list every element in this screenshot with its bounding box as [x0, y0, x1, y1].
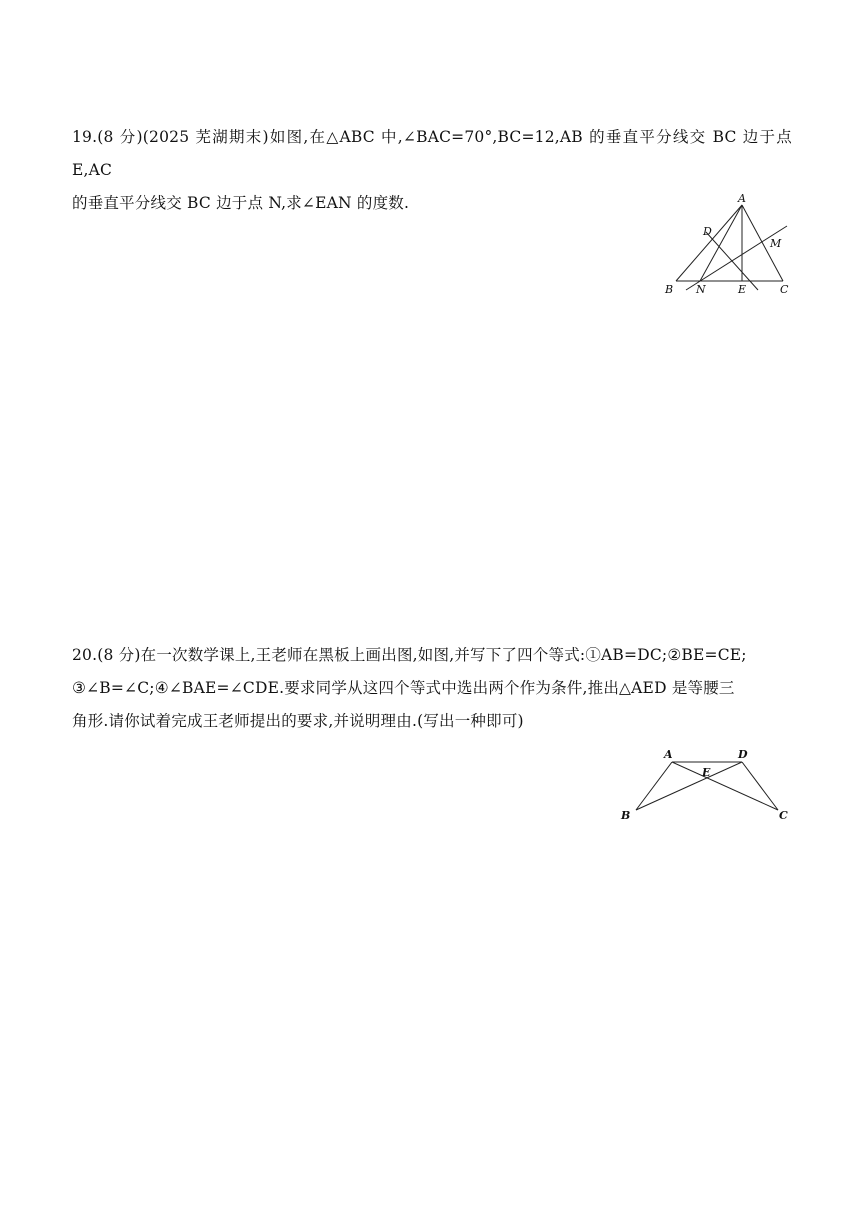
- segment-an: [700, 205, 742, 281]
- question-20-figure: [617, 744, 793, 824]
- question-19-line-2: 的垂直平分线交 BC 边于点 N,求∠EAN 的度数.: [72, 194, 410, 212]
- label-a: A: [664, 748, 673, 761]
- label-b: B: [665, 283, 674, 296]
- question-20-line-3: 角形.请你试着完成王老师提出的要求,并说明理由.(写出一种即可): [72, 712, 524, 730]
- perpendicular-bisector-ac: [686, 226, 787, 290]
- question-19-figure: [662, 190, 796, 300]
- segment-ab: [636, 762, 672, 810]
- question-20-text: [72, 639, 792, 738]
- label-m: M: [770, 237, 782, 250]
- label-a: A: [738, 192, 746, 205]
- label-d: D: [703, 225, 712, 238]
- label-e: E: [738, 283, 747, 296]
- question-20-line-2: ③∠B=∠C;④∠BAE=∠CDE.要求同学从这四个等式中选出两个作为条件,推出△AED 是等腰三: [72, 679, 735, 697]
- label-e: E: [702, 766, 711, 779]
- question-19-line-1: 19.(8 分)(2025 芜湖期末)如图,在△ABC 中,∠BAC=70°,BC=12,AB 的垂直平分线交 BC 边于点 E,AC: [72, 128, 792, 179]
- label-d: D: [738, 748, 748, 761]
- label-b: B: [621, 809, 631, 822]
- segment-dc: [742, 762, 778, 810]
- label-c: C: [779, 809, 788, 822]
- question-20-line-1: 20.(8 分)在一次数学课上,王老师在黑板上画出图,如图,并写下了四个等式:①AB=DC;②BE=CE;: [72, 646, 747, 664]
- label-c: C: [780, 283, 789, 296]
- segment-ab: [676, 205, 742, 281]
- label-n: N: [696, 283, 706, 296]
